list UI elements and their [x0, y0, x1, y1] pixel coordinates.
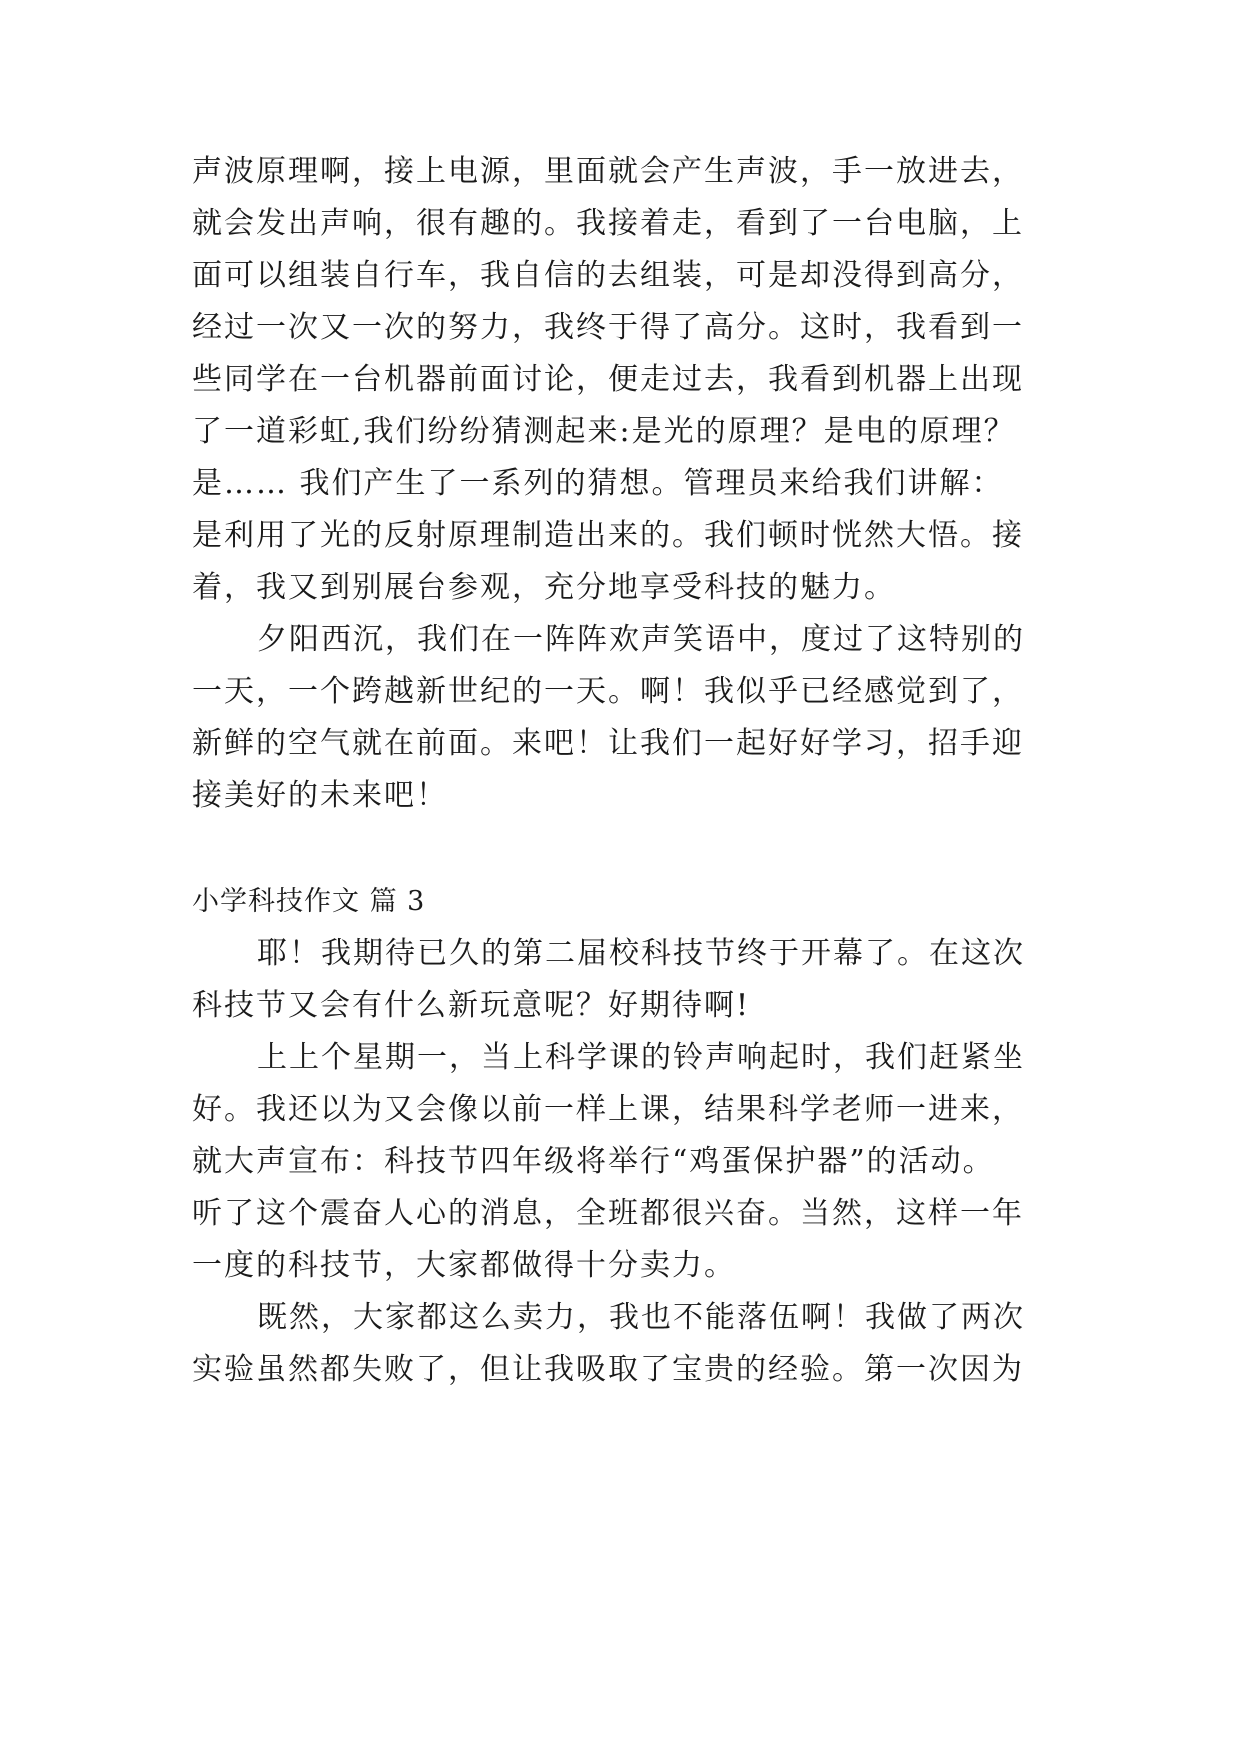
paragraph-line: 就会发出声响，很有趣的。我接着走，看到了一台电脑，上	[192, 206, 1024, 241]
paragraph-line: 听了这个震奋人心的消息，全班都很兴奋。当然，这样一年	[192, 1196, 1024, 1231]
paragraph-line: 夕阳西沉，我们在一阵阵欢声笑语中，度过了这特别的	[257, 622, 1025, 657]
paragraph-line: 是利用了光的反射原理制造出来的。我们顿时恍然大悟。接	[192, 518, 1024, 553]
paragraph-line: 面可以组装自行车，我自信的去组装，可是却没得到高分，	[192, 258, 1024, 293]
paragraph-line: 经过一次又一次的努力，我终于得了高分。这时，我看到一	[192, 310, 1024, 345]
paragraph-line: 接美好的未来吧！	[192, 778, 448, 813]
paragraph-line: 科技节又会有什么新玩意呢？好期待啊!	[192, 988, 751, 1023]
paragraph-line: 就大声宣布：科技节四年级将举行“鸡蛋保护器”的活动。	[192, 1144, 995, 1179]
paragraph-line: 上上个星期一，当上科学课的铃声响起时，我们赶紧坐	[257, 1040, 1025, 1075]
paragraph-line: 实验虽然都失败了，但让我吸取了宝贵的经验。第一次因为	[192, 1352, 1024, 1387]
paragraph-line: 些同学在一台机器前面讨论，便走过去，我看到机器上出现	[192, 362, 1024, 397]
paragraph-line: 一度的科技节，大家都做得十分卖力。	[192, 1248, 736, 1283]
paragraph-line: 耶！我期待已久的第二届校科技节终于开幕了。在这次	[257, 936, 1025, 971]
paragraph-line: 声波原理啊，接上电源，里面就会产生声波，手一放进去，	[192, 154, 1024, 189]
paragraph-line: 新鲜的空气就在前面。来吧！让我们一起好好学习，招手迎	[192, 726, 1024, 761]
paragraph-line: 一天，一个跨越新世纪的一天。啊！我似乎已经感觉到了，	[192, 674, 1024, 709]
paragraph-line: 着，我又到别展台参观，充分地享受科技的魅力。	[192, 570, 896, 605]
section-heading: 小学科技作文 篇 3	[192, 886, 426, 917]
paragraph-line: 了一道彩虹,我们纷纷猜测起来:是光的原理？是电的原理？	[192, 414, 1016, 449]
paragraph-line: 是…… 我们产生了一系列的猜想。管理员来给我们讲解：	[192, 466, 1004, 501]
paragraph-line: 既然，大家都这么卖力，我也不能落伍啊！我做了两次	[257, 1300, 1025, 1335]
paragraph-line: 好。我还以为又会像以前一样上课，结果科学老师一进来，	[192, 1092, 1024, 1127]
